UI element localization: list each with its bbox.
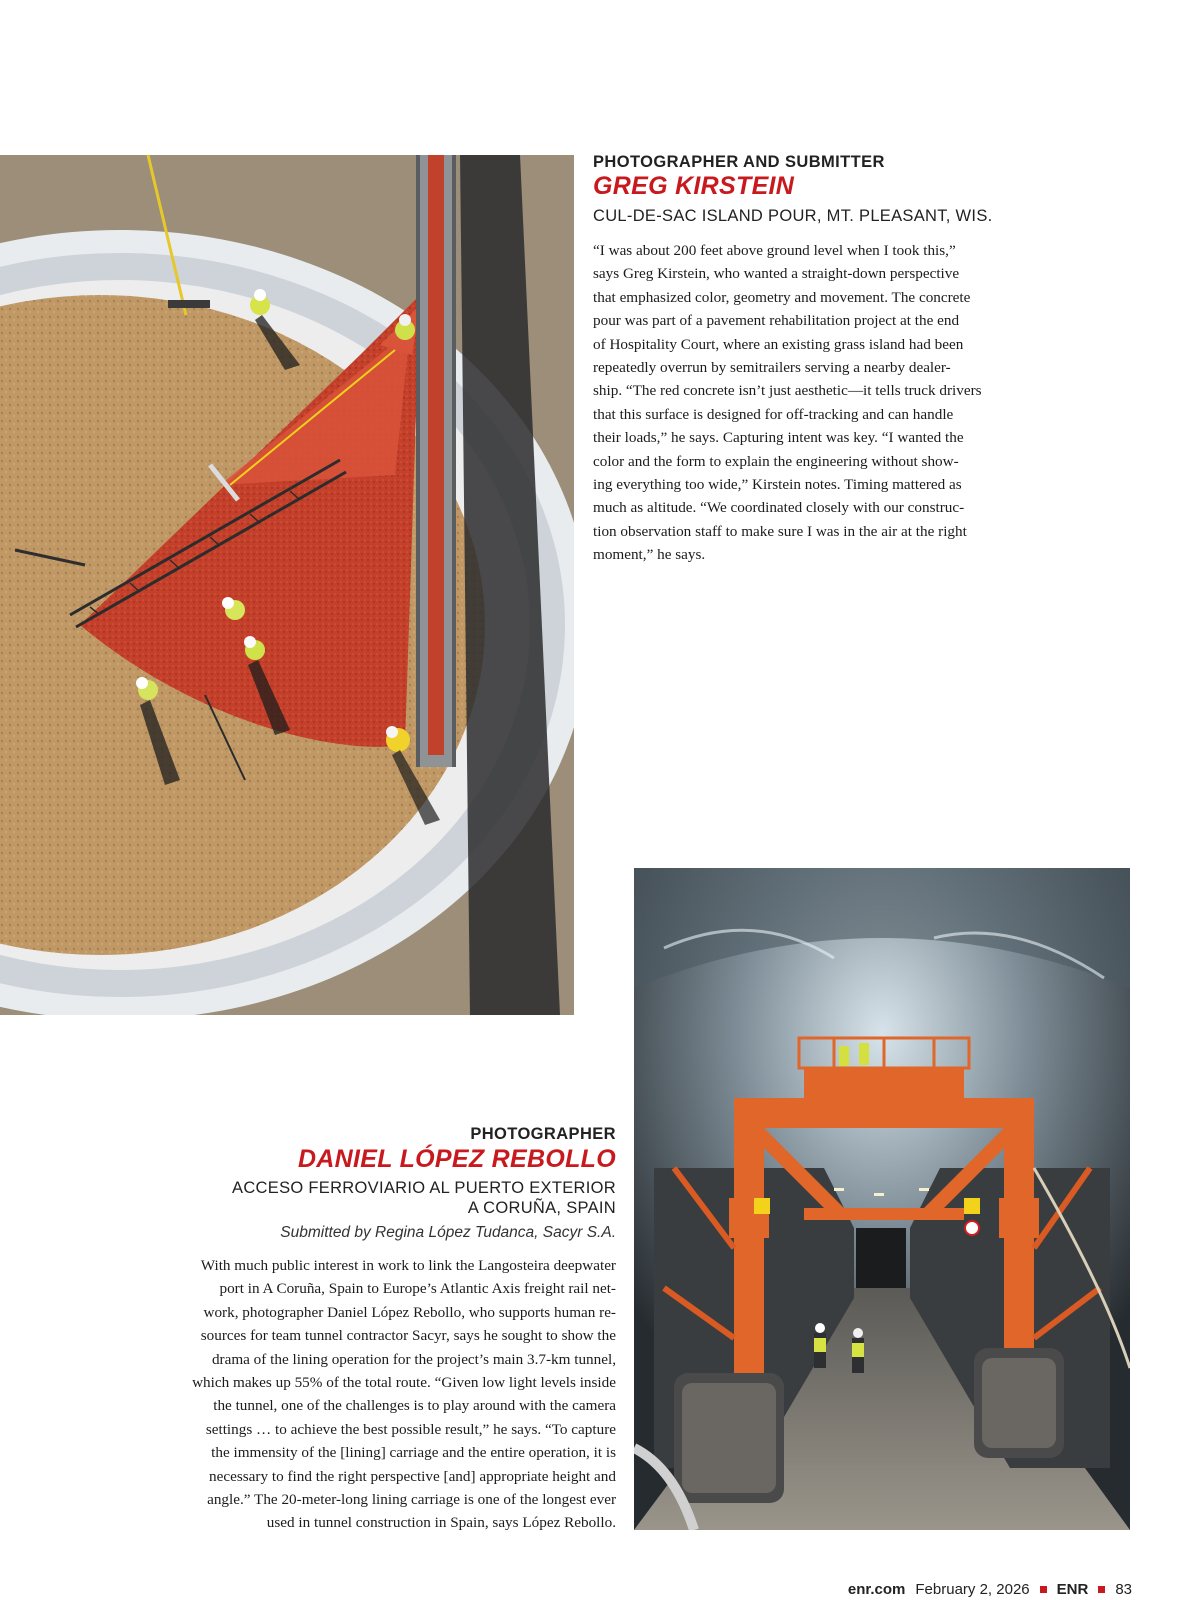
story-daniel-lopez-rebollo	[112, 1124, 616, 1535]
story-body	[112, 1254, 616, 1535]
body-line: their loads,” he says. Capturing intent was key. “I wanted the	[593, 429, 964, 447]
body-line: moment,” he says.	[593, 546, 706, 564]
photo-aerial-red-concrete-pour	[0, 155, 574, 1015]
body-line: used in tunnel construction in Spain, says López Rebollo.	[266, 1514, 616, 1532]
footer-date: February 2, 2026	[915, 1581, 1030, 1598]
body-line: color and the form to explain the engineering without show-	[593, 452, 959, 470]
body-line: the immensity of the [lining] carriage and the entire operation, it is	[211, 1444, 616, 1462]
body-line: work, photographer Daniel López Rebollo, who supports human re-	[203, 1303, 616, 1321]
page-number: 83	[1115, 1581, 1132, 1598]
body-line: ing everything too wide,” Kirstein notes. Timing mattered as	[593, 476, 962, 494]
body-line: much as altitude. “We coordinated closely with our construc-	[593, 499, 965, 517]
body-line: that this surface is designed for off-tracking and can handle	[593, 405, 954, 423]
body-line: With much public interest in work to link the Langosteira deepwater	[200, 1257, 616, 1274]
photographer-name: GREG KIRSTEIN	[593, 172, 795, 200]
footer-site[interactable]: enr.com	[847, 1581, 906, 1598]
body-line: settings … to achieve the best possible result,” he says. “To capture	[205, 1420, 616, 1438]
body-line: the tunnel, one of the challenges is to play around with the camera	[213, 1397, 616, 1415]
body-line: that emphasized color, geometry and movement. The concrete	[593, 288, 971, 306]
body-line: “I was about 200 feet above ground level when I took this,”	[593, 242, 956, 259]
photographer-name: DANIEL LÓPEZ REBOLLO	[297, 1145, 616, 1173]
footer-separator-square-icon	[1040, 1586, 1047, 1593]
body-line: drama of the lining operation for the project’s main 3.7-km tunnel,	[211, 1350, 616, 1368]
submitted-by-credit: Submitted by Regina López Tudanca, Sacyr S.A.	[280, 1224, 616, 1241]
footer-separator-square-icon	[1098, 1586, 1105, 1593]
body-line: port in A Coruña, Spain to Europe’s Atlantic Axis freight rail net-	[219, 1280, 616, 1298]
footer-brand: ENR	[1056, 1581, 1089, 1598]
photographer-kicker: PHOTOGRAPHER AND SUBMITTER	[593, 153, 885, 171]
photo-location: CUL-DE-SAC ISLAND POUR, MT. PLEASANT, WIS.	[593, 207, 993, 225]
body-line: repeatedly overrun by semitrailers serving a nearby dealer-	[593, 359, 951, 377]
body-line: necessary to find the right perspective [and] appropriate height and	[209, 1467, 616, 1485]
photographer-kicker: PHOTOGRAPHER	[470, 1125, 616, 1143]
body-line: ship. “The red concrete isn’t just aesthetic—it tells truck drivers	[593, 382, 982, 400]
body-line: sources for team tunnel contractor Sacyr, says he sought to show the	[200, 1327, 616, 1345]
photo-tunnel-lining-carriage	[634, 868, 1130, 1530]
page-footer	[848, 1581, 1132, 1598]
photo-location-line2: A CORUÑA, SPAIN	[467, 1199, 616, 1217]
body-line: of Hospitality Court, where an existing grass island had been	[593, 335, 964, 353]
body-line: pour was part of a pavement rehabilitation project at the end	[593, 312, 960, 330]
body-line: angle.” The 20-meter-long lining carriage is one of the longest ever	[207, 1491, 616, 1509]
body-line: tion observation staff to make sure I was in the air at the right	[593, 522, 967, 540]
body-line: says Greg Kirstein, who wanted a straight-down perspective	[593, 265, 960, 283]
body-line: which makes up 55% of the total route. “Given low light levels inside	[192, 1374, 616, 1392]
story-body	[593, 239, 1063, 567]
story-greg-kirstein	[593, 152, 1063, 567]
photo-location-line1: ACCESO FERROVIARIO AL PUERTO EXTERIOR	[232, 1179, 616, 1197]
